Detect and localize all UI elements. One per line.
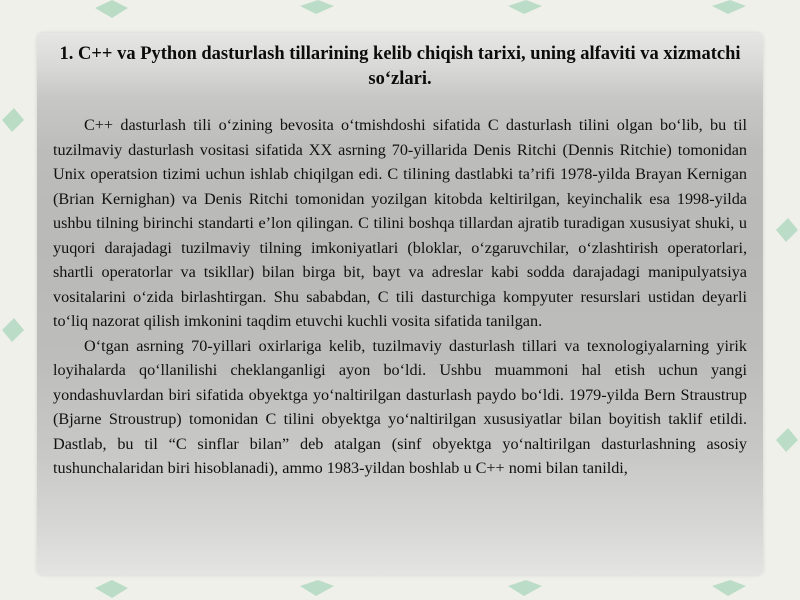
decor-arrow-shape	[2, 318, 24, 342]
paragraph-cpp-origin: O‘tgan asrning 70-yillari oxirlariga kelib, tuzilmaviy dasturlash tillari va texnologiyalarning yirik loyihalarda qo‘llanilishi cheklanganligi ayon bo‘ldi. Ushbu muammoni hal etish uchun yangi yondashuvlardan biri sifatida obyektga yo‘naltirilgan dasturlash paydo bo‘ldi. 1979-yilda Bern Straustrup (Bjarne Stroustrup) tomonidan C tilini obyektga yo‘naltirilgan xususiyatlar bilan boyitish taklif etildi. Dastlab, bu til “C sinflar bilan” deb atalgan (sinf obyektga yo‘naltirilgan dasturlashning asosiy tushunchalaridan biri hisoblanadi), ammo 1983-yildan boshlab u C++ nomi bilan tanildi,	[53, 336, 747, 477]
paragraph-c-history: C++ dasturlash tili o‘zining bevosita o‘tmishdoshi sifatida C dasturlash tilini olgan bo‘lib, bu til tuzilmaviy dasturlash vositasi sifatida XX asrning 70-yillarida Denis Ritchi (Dennis Ritchie) tomonidan Unix operatsion tizimi uchun ishlab chiqilgan edi. C tilining dastlabki ta’rifi 1978-yilda Brayan Kernigan (Brian Kernighan) va Denis Ritchi tomonidan yozilgan kitobda keltirilgan, keyinchalik esa 1998-yilda ushbu tilning birinchi standarti e’lon qilingan. C tilini boshqa tillardan ajratib turadigan xususiyat shuki, u yuqori darajadagi tuzilmaviy tilning imkoniyatlari (bloklar, o‘zgaruvchilar, o‘zlashtirish operatorlari, shartli operatorlar va tsikllar) bilan birga bit, bayt va adreslar kabi sodda darajadagi manipulyatsiya vositalarini o‘zida birlashtirgan. Shu sababdan, C tili dasturchiga kompyuter resurslari ustidan deyarli to‘liq nazorat qilish imkonini taqdim etuvchi kuchli vosita sifatida tanilgan.	[53, 116, 747, 330]
decor-arrow-shape	[300, 580, 334, 596]
decor-arrow-shape	[776, 218, 798, 242]
decor-arrow-shape	[2, 108, 24, 132]
decor-arrow-shape	[300, 0, 334, 14]
slide-panel	[37, 33, 763, 575]
decor-arrow-shape	[95, 580, 128, 598]
decor-arrow-shape	[508, 580, 542, 596]
decor-arrow-shape	[712, 580, 746, 596]
decor-arrow-shape	[776, 428, 798, 452]
decor-arrow-shape	[508, 0, 542, 14]
slide-body-text	[53, 113, 747, 481]
slide-title: 1. C++ va Python dasturlash tillarining kelib chiqish tarixi, uning alfaviti va xizmatchi so‘zlari.	[59, 44, 741, 89]
decor-arrow-shape	[712, 0, 746, 14]
decor-arrow-shape	[95, 0, 128, 18]
